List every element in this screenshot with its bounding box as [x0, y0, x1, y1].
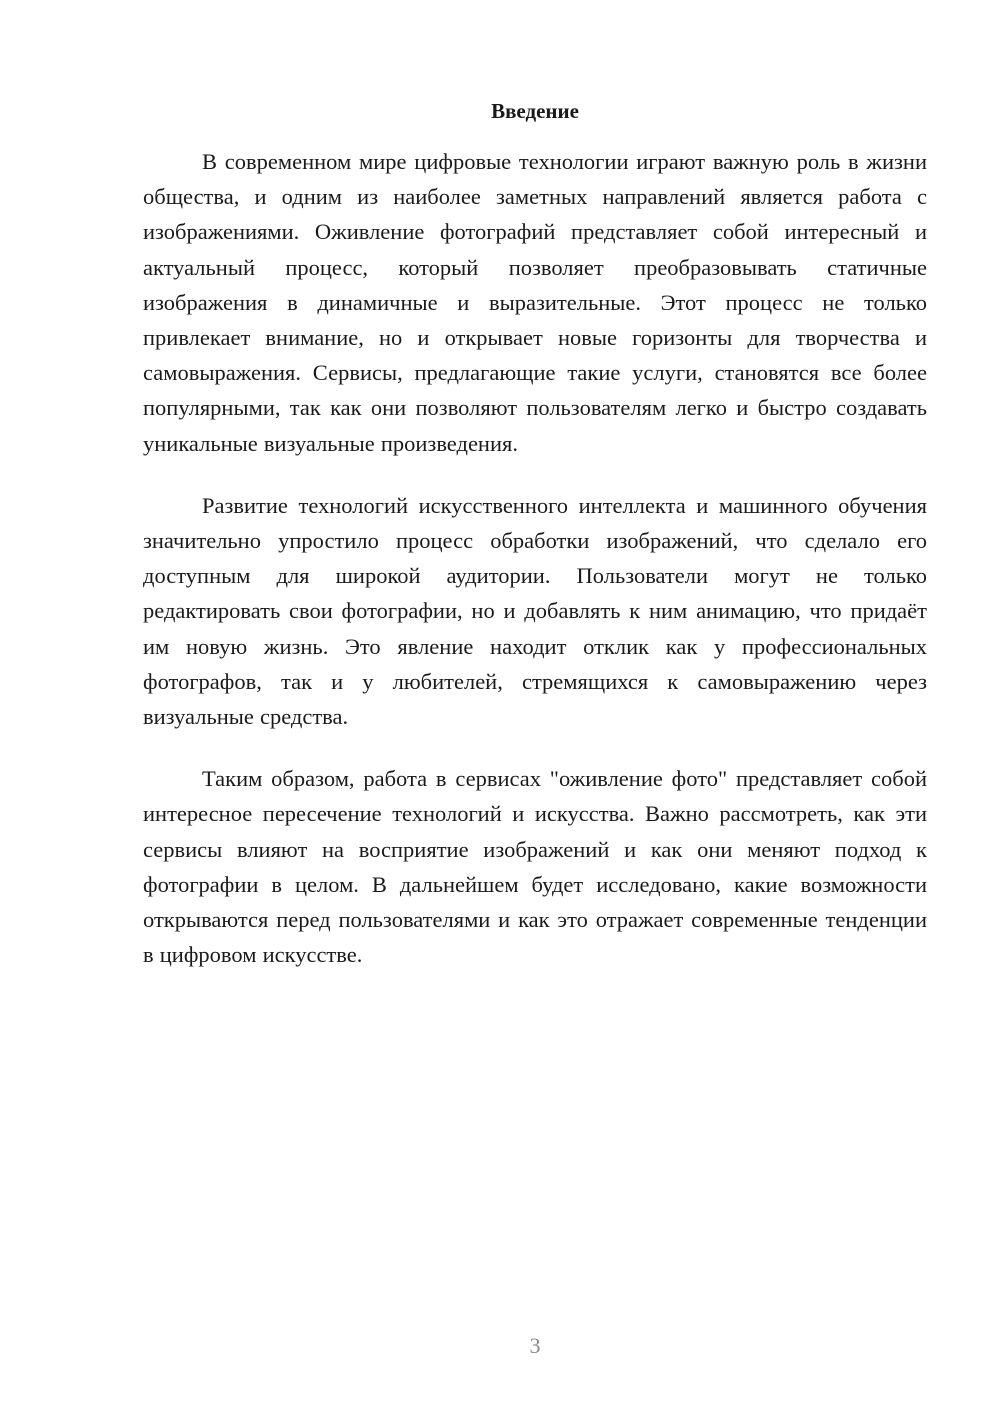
paragraph-2: Развитие технологий искусственного интеллекта и машинного обучения значительно упростило процесс обработки изображений, что сделало его доступным для широкой аудитории. Пользователи могут не только редактировать свои фотографии, но и добавлять к ним анимацию, что придаёт им новую жизнь. Это явление находит отклик как у профессиональных фотографов, так и у любителей, стремящихся к самовыражению через визуальные средства.	[143, 492, 927, 730]
page-number: 3	[529, 1333, 541, 1358]
section-title: Введение	[491, 99, 579, 123]
paragraph-3: Таким образом, работа в сервисах "оживление фото" представляет собой интересное пересечение технологий и искусства. Важно рассмотреть, как эти сервисы влияют на восприятие изображений и как они меняют подход к фотографии в целом. В дальнейшем будет исследовано, какие возможности открываются перед пользователями и как это отражает современные тенденции в цифровом искусстве.	[143, 766, 927, 968]
paragraph-1: В современном мире цифровые технологии играют важную роль в жизни общества, и одним из наиболее заметных направлений является работа с изображениями. Оживление фотографий представляет собой интересный и актуальный процесс, который позволяет преобразовывать статичные изображения в динамичные и выразительные. Этот процесс не только привлекает внимание, но и открывает новые горизонты для творчества и самовыражения. Сервисы, предлагающие такие услуги, становятся все более популярными, так как они позволяют пользователям легко и быстро создавать уникальные визуальные произведения.	[143, 149, 927, 456]
body-text	[143, 144, 927, 999]
